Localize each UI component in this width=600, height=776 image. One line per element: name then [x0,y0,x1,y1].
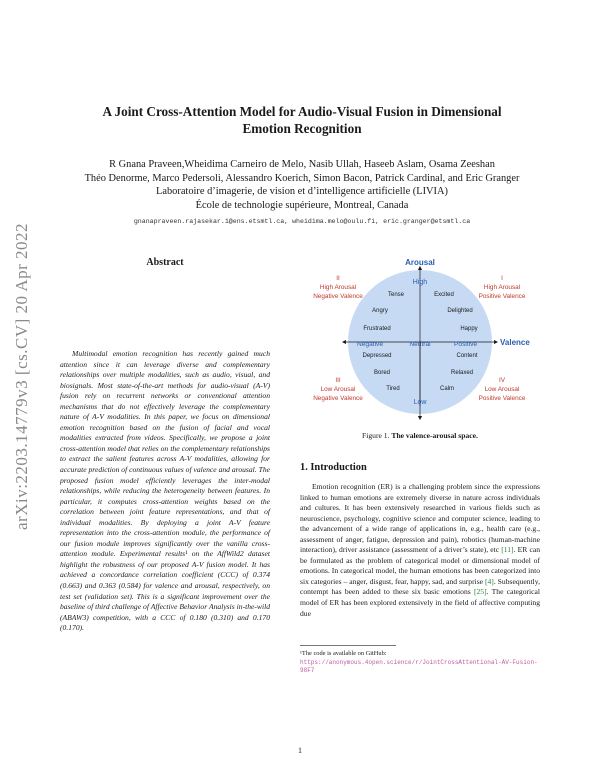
abstract-text: Multimodal emotion recognition has recently gained much attention since it can leverage diverse and complementary relationships over multiple modalities, such as audio, visual, and biosignals. Most state-of-the-art methods for audio-visual (A-V) fusion rely on recurrent networks or conventional attention mechanisms that do not effectively leverage the complementary nature of A-V modalities. In this paper, we focus on dimensional emotion recognition based on the fusion of facial and vocal modalities extracted from videos. Specifically, we propose a joint cross-attention model that relies on the complementary relationships to extract the salient features across A-V modalities, allowing for accurate prediction of continuous values of valence and arousal. The proposed fusion model efficiently leverages the inter-modal relationships, while reducing the heterogeneity between features. In particular, it computes cross-attention weights based on the correlation between joint feature representations, and that of individual modalities. By deploying a joint A-V feature representation into the cross-attention module, the performance of our fusion module improves significantly over the vanilla cross-attention module. Experimental results¹ on the AffWild2 dataset highlight the robustness of our proposed A-V fusion model. It has achieved a concordance correlation coefficient (CCC) of 0.374 (0.663) and 0.363 (0.584) for valence and arousal, respectively, on test set (validation set). This is a significant improvement over the baseline of third challenge of Affective Behavior Analysis in-the-wild (ABAW3) competition, with a CCC of 0.180 (0.310) and 0.170 (0.170). [60,349,270,633]
high-label: High [412,279,428,286]
footnote-divider [300,645,396,646]
low-label: Low [413,399,427,406]
emotion-delighted: Delighted [447,308,473,314]
figure-caption [300,431,540,440]
positive-label: Positive [454,341,478,348]
paper-title [60,103,544,137]
emotion-depressed: Depressed [362,353,392,359]
intro-paragraph [300,482,540,619]
emotion-bored: Bored [373,370,391,376]
valence-label: Valence [500,338,530,347]
intro-text-a: Emotion recognition (ER) is a challenging problem since the expressions linked to human emotions are extremely diverse in nature across individuals and cultures. It has been extensively researched in various fields such as neuroscience, psychology, cognitive science and computer science, leading to the advancement of a wide range of applications in, e.g., health care (e.g., assessment of anger, fatigue, depression and pain), robotics (human-machine interaction), driver assistance (assessment of a driver’s state), etc [300,482,540,555]
intro-text-c: . Subsequently, contempt has been added to these six basic emotions [300,576,540,597]
page-number: 1 [298,746,302,755]
negative-label: Negative [357,341,384,348]
quadrant-3-line-1: Low Arousal [320,386,356,393]
emotion-tired: Tired [386,386,400,392]
quadrant-1-number: I [501,275,503,282]
authors-line-1: R Gnana Praveen,Wheidima Carneiro de Melo, Nasib Ullah, Haseeb Aslam, Osama Zeeshan [109,159,495,170]
quadrant-1-line-1: High Arousal [483,284,521,291]
affiliation-line-1: Laboratoire d’imagerie, de vision et d’intelligence artificielle (LIVIA) [156,186,448,197]
neutral-label: Neutral [409,341,431,348]
intro-body [300,482,540,619]
footnote [300,650,540,676]
emotion-calm: Calm [439,386,455,392]
quadrant-4-line-2: Positive Valence [478,395,526,402]
intro-heading: 1. Introduction [300,462,367,473]
quadrant-2-number: II [336,275,340,282]
emotion-angry: Angry [372,308,388,314]
affiliation-line-2: École de technologie supérieure, Montreal, Canada [195,199,409,211]
arousal-label: Arousal [405,258,435,267]
intro-text-d: . The categorical model of ER has been explored extensively in the field of affective computing due [300,587,541,618]
arxiv-identifier: arXiv:2203.14779v3 [cs.CV] 20 Apr 2022 [12,222,31,530]
quadrant-3-number: III [335,377,341,384]
emotion-content: Content [456,353,478,359]
emotion-excited: Excited [434,292,454,298]
author-emails[interactable]: gnanapraveen.rajasekar.1@ens.etsmtl.ca, wheidima.melo@oulu.fi, eric.granger@etsmtl.ca [133,218,471,225]
citation-11[interactable]: [11] [501,545,514,555]
quadrant-1-line-2: Positive Valence [478,293,526,300]
emotion-relaxed: Relaxed [450,370,474,376]
abstract-heading: Abstract [146,257,184,268]
quadrant-2-line-1: High Arousal [319,284,357,291]
caption-prefix: Figure 1. [362,431,390,440]
abstract-body [60,349,270,634]
title-line-2: Emotion Recognition [242,121,362,136]
caption-text: The valence-arousal space. [391,431,478,440]
authors-line-2: Théo Denorme, Marco Pedersoli, Alessandro Koerich, Simon Bacon, Patrick Cardinal, and Eric Granger [84,172,520,184]
title-line-1: A Joint Cross-Attention Model for Audio-Visual Fusion in Dimensional [102,104,502,119]
quadrant-2-line-2: Negative Valence [313,293,363,300]
quadrant-4-line-1: Low Arousal [484,386,520,393]
emotion-tense: Tense [387,292,405,298]
quadrant-4-number: IV [498,377,506,384]
footnote-link[interactable]: https://anonymous.4open.science/r/JointCrossAttentional-AV-Fusion-98F7 [300,658,538,674]
footnote-text: ¹The code is available on GitHub: [300,650,387,657]
valence-arousal-figure [300,254,540,424]
intro-text-b: . ER can be formulated as the problem of categorical model or dimensional model of emotions. In categorical model, the human emotions has been categorized into six categories – anger, disgust, fear, happy, sad, and surprise [300,545,540,586]
emotion-happy: Happy [460,326,478,332]
author-block [40,158,564,212]
quadrant-3-line-2: Negative Valence [313,395,363,402]
citation-25[interactable]: [25] [473,587,487,597]
emotion-frustrated: Frustrated [363,326,391,332]
citation-4[interactable]: [4] [484,576,494,586]
